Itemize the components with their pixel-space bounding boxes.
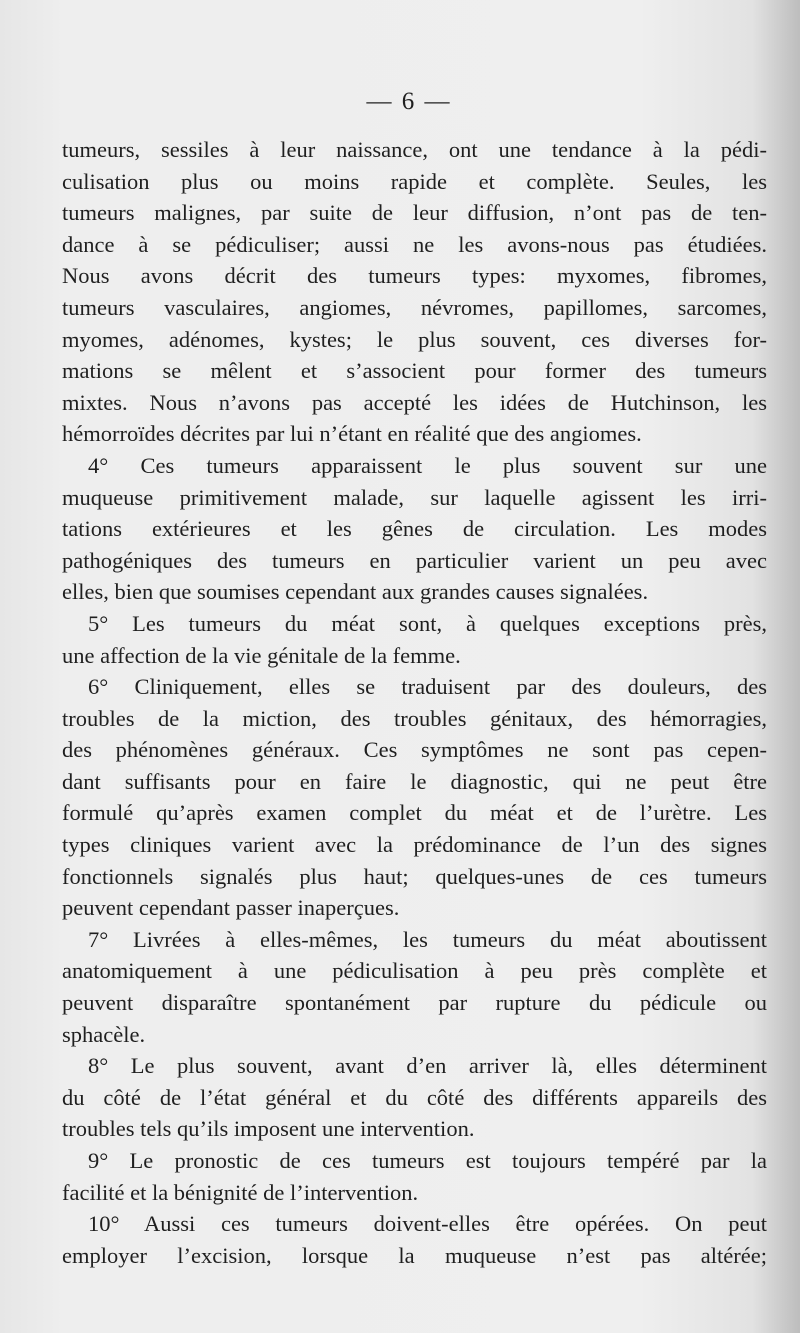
text-line: facilité et la bénignité de l’intervention. xyxy=(62,1179,419,1205)
text-line: 4° Ces tumeurs apparaissent le plus souvent sur une xyxy=(88,452,767,478)
text-line: sphacèle. xyxy=(62,1021,146,1047)
text-line: des phénomènes généraux. Ces symptômes ne sont pas cepen- xyxy=(62,737,767,763)
text-line: employer l’excision, lorsque la muqueuse n’est pas altérée; xyxy=(62,1242,767,1268)
text-line: 10° Aussi ces tumeurs doivent-elles être opérées. On peut xyxy=(88,1211,767,1237)
text-line: tations extérieures et les gênes de circulation. Les modes xyxy=(62,516,767,542)
text-line: dance à se pédiculiser; aussi ne les avons-nous pas étudiées. xyxy=(62,231,767,257)
text-line: hémorroïdes décrites par lui n’étant en réalité que des angiomes. xyxy=(62,421,642,447)
text-line: une affection de la vie génitale de la femme. xyxy=(62,642,461,668)
body-text xyxy=(62,134,767,1271)
text-line: dant suffisants pour en faire le diagnostic, qui ne peut être xyxy=(62,768,767,794)
text-line: peuvent disparaître spontanément par rupture du pédicule ou xyxy=(62,990,767,1016)
text-line: types cliniques varient avec la prédominance de l’un des signes xyxy=(62,832,767,858)
text-line: 5° Les tumeurs du méat sont, à quelques exceptions près, xyxy=(88,610,767,636)
text-line: 9° Le pronostic de ces tumeurs est toujours tempéré par la xyxy=(88,1148,767,1173)
text-line: tumeurs malignes, par suite de leur diffusion, n’ont pas de ten- xyxy=(62,200,767,226)
text-line: 7° Livrées à elles-mêmes, les tumeurs du méat aboutissent xyxy=(88,926,767,952)
text-line: Nous avons décrit des tumeurs types: myxomes, fibromes, xyxy=(62,263,767,289)
text-line: culisation plus ou moins rapide et complète. Seules, les xyxy=(62,168,767,194)
text-line: fonctionnels signalés plus haut; quelques-unes de ces tumeurs xyxy=(62,863,767,889)
text-line: elles, bien que soumises cependant aux grandes causes signalées. xyxy=(62,579,649,605)
text-line: tumeurs vasculaires, angiomes, névromes, papillomes, sarcomes, xyxy=(62,294,767,320)
text-line: troubles de la miction, des troubles génitaux, des hémorragies, xyxy=(62,705,767,731)
page-number: — 6 — xyxy=(366,88,452,115)
text-line: tumeurs, sessiles à leur naissance, ont une tendance à la pédi- xyxy=(62,137,767,162)
text-line: myomes, adénomes, kystes; le plus souvent, ces diverses for- xyxy=(62,326,767,352)
text-line: muqueuse primitivement malade, sur laquelle agissent les irri- xyxy=(62,484,767,510)
text-line: troubles tels qu’ils imposent une intervention. xyxy=(62,1116,475,1142)
text-line: mixtes. Nous n’avons pas accepté les idées de Hutchinson, les xyxy=(62,389,767,415)
text-line: anatomiquement à une pédiculisation à peu près complète et xyxy=(62,958,767,984)
text-line: 8° Le plus souvent, avant d’en arriver là, elles déterminent xyxy=(88,1053,767,1079)
text-line: du côté de l’état général et du côté des différents appareils des xyxy=(62,1084,767,1110)
text-line: 6° Cliniquement, elles se traduisent par des douleurs, des xyxy=(88,674,767,700)
text-line: formulé qu’après examen complet du méat et de l’urètre. Les xyxy=(62,800,767,826)
text-line: pathogéniques des tumeurs en particulier varient un peu avec xyxy=(62,547,767,573)
text-line: mations se mêlent et s’associent pour former des tumeurs xyxy=(62,358,767,384)
text-line: peuvent cependant passer inaperçues. xyxy=(62,895,400,921)
